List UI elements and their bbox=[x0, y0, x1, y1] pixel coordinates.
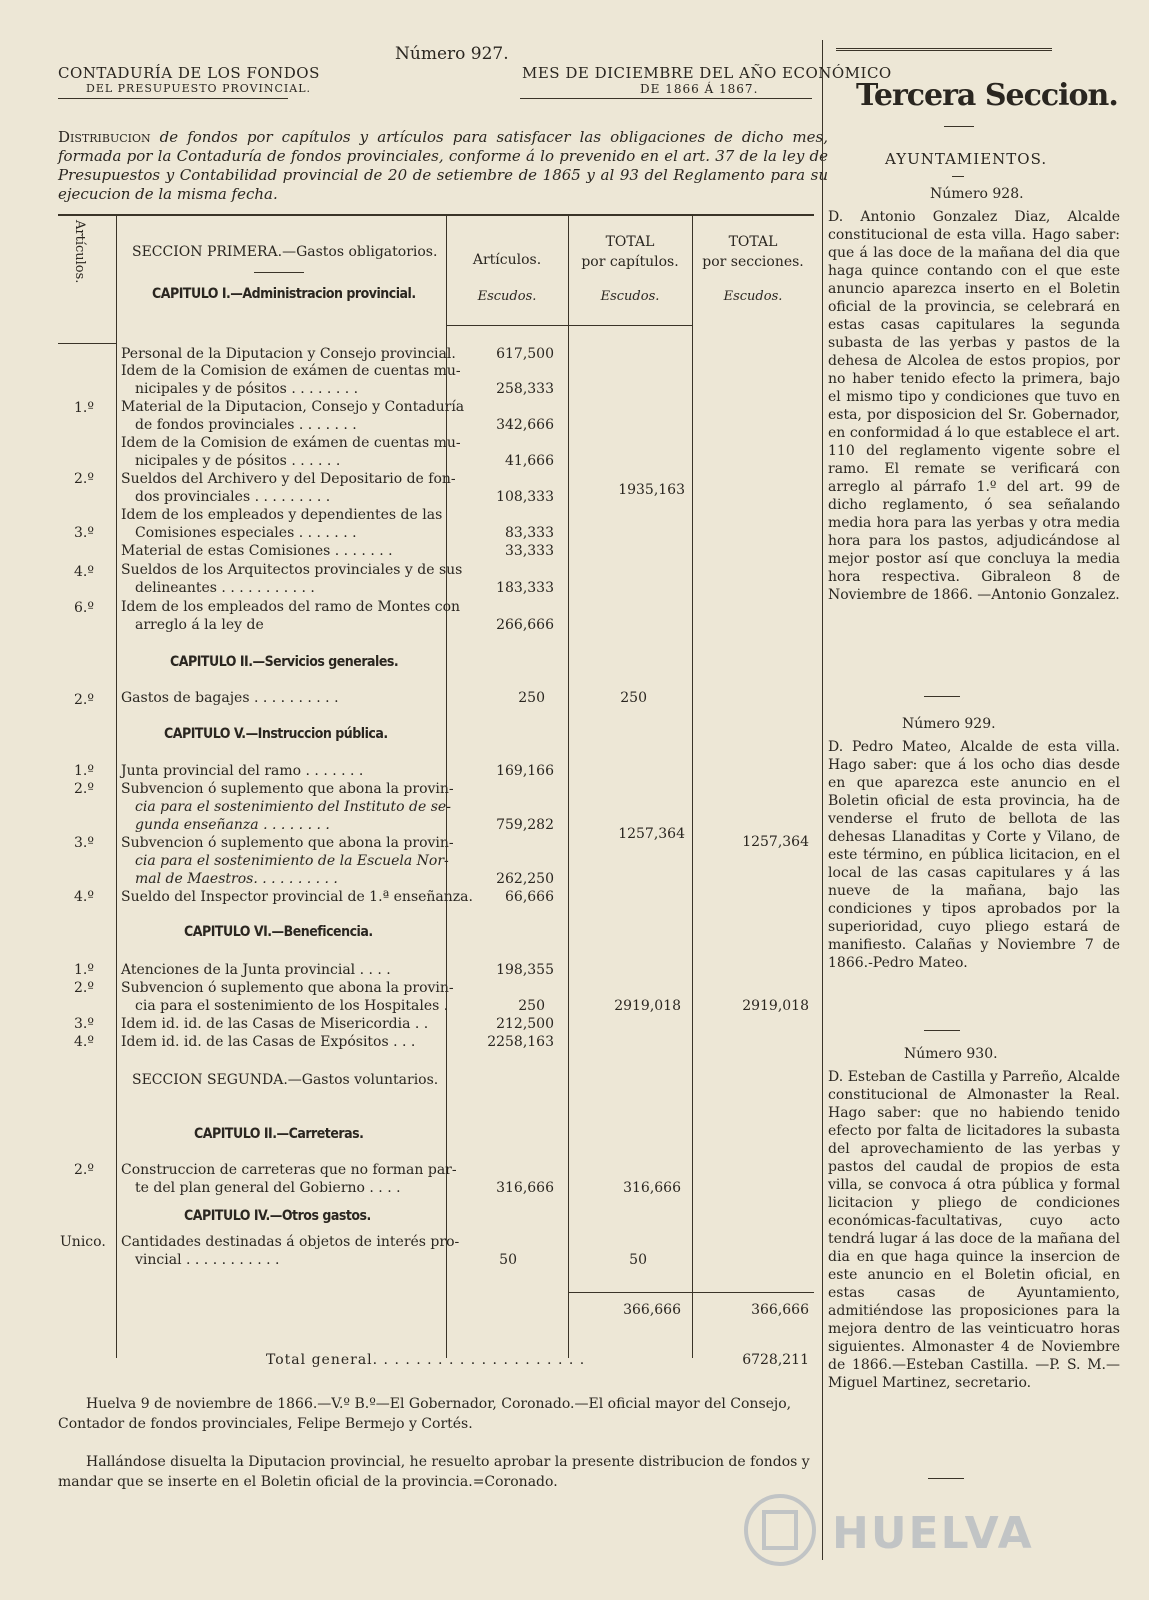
total-general-value: 6728,211 bbox=[742, 1352, 809, 1368]
table-row-text: Personal de la Diputacion y Consejo provincial. bbox=[121, 346, 456, 362]
articulos-vertical-label: Artículos. bbox=[72, 220, 87, 284]
footer-signature: Huelva 9 de noviembre de 1866.—V.º B.º—El Gobernador, Coronado.—El oficial mayor del Consejo, Contador de fondos provinciales, Felipe Bermejo y Cortés. bbox=[58, 1396, 792, 1432]
table-row-text: Idem de los empleados del ramo de Montes con bbox=[121, 599, 461, 615]
huelva-watermark bbox=[740, 1490, 1100, 1570]
tercera-seccion-title: Tercera Seccion. bbox=[856, 78, 1118, 113]
ornament-rule bbox=[952, 176, 964, 177]
numero-930: Número 930. bbox=[904, 1046, 998, 1062]
table-row-value: 83,333 bbox=[505, 525, 554, 541]
table-row-value: 50 bbox=[499, 1252, 517, 1268]
watermark-text: HUELVA bbox=[832, 1508, 1034, 1559]
escudos-header: Escudos. bbox=[477, 289, 537, 304]
table-row-value: 212,500 bbox=[496, 1016, 554, 1032]
table-row-value: 250 bbox=[518, 690, 545, 706]
table-row-text: arreglo á la ley de bbox=[135, 617, 264, 633]
capitulo-2b-heading: CAPITULO II.—Carreteras. bbox=[194, 1126, 364, 1142]
article-number: 2.º bbox=[74, 1162, 94, 1178]
table-row-text: Sueldo del Inspector provincial de 1.ª enseñanza. bbox=[121, 889, 473, 905]
article-number: 4.º bbox=[74, 564, 94, 580]
table-row-value: 41,666 bbox=[505, 453, 554, 469]
article-number: 1.º bbox=[74, 763, 94, 779]
table-row-text: te del plan general del Gobierno . . . . bbox=[135, 1180, 401, 1196]
header-left-subtitle: DEL PRESUPUESTO PROVINCIAL. bbox=[86, 82, 311, 95]
table-row-value: 198,355 bbox=[496, 962, 554, 978]
article-number: 3.º bbox=[74, 1016, 94, 1032]
articulos-header: Artículos. bbox=[472, 252, 542, 268]
header-right-subtitle: DE 1866 Á 1867. bbox=[640, 82, 759, 96]
table-row-value: 266,666 bbox=[496, 617, 554, 633]
capitulo-2-heading: CAPITULO II.—Servicios generales. bbox=[170, 654, 399, 670]
table-row-value: 2258,163 bbox=[487, 1034, 554, 1050]
capitulo-1-total: 1935,163 bbox=[618, 482, 685, 498]
article-number: 1.º bbox=[74, 962, 94, 978]
table-row-text: Idem de la Comision de exámen de cuentas mu- bbox=[121, 435, 461, 451]
table-row-text: gunda enseñanza . . . . . . . . bbox=[135, 817, 330, 833]
table-row-text: Gastos de bagajes . . . . . . . . . . bbox=[121, 690, 339, 706]
capitulo-2b-total: 316,666 bbox=[623, 1180, 681, 1196]
seccion-segunda-heading: SECCION SEGUNDA.—Gastos voluntarios. bbox=[132, 1072, 439, 1088]
issue-number: Número 927. bbox=[395, 44, 509, 64]
ornament-rule bbox=[924, 696, 960, 697]
capitulo-5-total: 1257,364 bbox=[618, 826, 685, 842]
table-row-text: cia para el sostenimiento de los Hospitales . bbox=[135, 998, 449, 1014]
table-row-text: Idem id. id. de las Casas de Expósitos . . . bbox=[121, 1034, 416, 1050]
total-general-label: Total general. . . . . . . . . . . . . . . . . . . . bbox=[266, 1352, 586, 1368]
table-row-text: de fondos provinciales . . . . . . . bbox=[135, 417, 357, 433]
numero-928: Número 928. bbox=[930, 186, 1024, 202]
article-number: 2.º bbox=[74, 781, 94, 797]
ornament-rule bbox=[924, 1030, 960, 1031]
capitulo-1-heading: CAPITULO I.—Administracion provincial. bbox=[152, 286, 416, 302]
table-row-text: Subvencion ó suplemento que abona la provin- bbox=[121, 835, 454, 851]
table-row-text: Junta provincial del ramo . . . . . . . bbox=[121, 763, 364, 779]
table-header-rule bbox=[58, 343, 116, 344]
article-number: 1.º bbox=[74, 400, 94, 416]
capitulo-5-heading: CAPITULO V.—Instruccion pública. bbox=[164, 726, 388, 742]
ornament-rule bbox=[928, 1478, 964, 1479]
table-row-text: nicipales y de pósitos . . . . . . . . bbox=[135, 381, 359, 397]
table-row-text: nicipales y de pósitos . . . . . . bbox=[135, 453, 341, 469]
table-row-value: 759,282 bbox=[496, 817, 554, 833]
table-row-text: Idem id. id. de las Casas de Misericordia . . bbox=[121, 1016, 429, 1032]
total-secciones-sub: por secciones. bbox=[702, 254, 804, 270]
seccion-2-total: 366,666 bbox=[751, 1302, 809, 1318]
column-divider bbox=[822, 40, 823, 1560]
article-number: 4.º bbox=[74, 889, 94, 905]
table-col-divider bbox=[692, 214, 693, 1358]
right-top-rule bbox=[836, 48, 1052, 51]
capitulo-4-heading: CAPITULO IV.—Otros gastos. bbox=[184, 1208, 371, 1224]
article-number: 4.º bbox=[74, 1034, 94, 1050]
anuncio-928: D. Antonio Gonzalez Diaz, Alcalde constitucional de esta villa. Hago saber: que á las doce de la mañana del dia que haga quince contando con el que este anuncio aparezca inserto en el Boletin oficial de la provincia, se celebrará en estas casas capitulares la segunda subasta de las yerbas y pastos de la dehesa de Alcolea de estos propios, por no haber tenido efecto la primera, bajo el mismo tipo y condiciones que tuvo en esta, por disposicion del Sr. Gobernador, en conformidad á lo que establece el art. 110 del reglamento vigente sobre el ramo. El remate se verificará con arreglo al párrafo 1.º del art. 99 de dicho reglamento, ó sea señalando media hora para las yerbas y otra media hora para los pastos, adjudicándose al mejor postor así que concluya la media hora respectiva. Gibraleon 8 de Noviembre de 1866. —Antonio Gonzalez. bbox=[828, 209, 1120, 603]
table-row-text: Atenciones de la Junta provincial . . . . bbox=[121, 962, 391, 978]
table-col-divider bbox=[116, 214, 117, 1358]
numero-929: Número 929. bbox=[902, 716, 996, 732]
table-row-text: Subvencion ó suplemento que abona la provin- bbox=[121, 980, 454, 996]
table-row-text: cia para el sostenimiento de la Escuela Nor- bbox=[135, 853, 449, 869]
table-row-text: Material de la Diputacion, Consejo y Contaduría bbox=[121, 399, 465, 415]
table-top-rule bbox=[58, 214, 814, 216]
table-row-text: delineantes . . . . . . . . . . . bbox=[135, 580, 315, 596]
capitulo-6-total: 2919,018 bbox=[614, 998, 681, 1014]
table-row-value: 108,333 bbox=[496, 489, 554, 505]
table-row-value: 342,666 bbox=[496, 417, 554, 433]
article-number: 2.º bbox=[74, 980, 94, 996]
article-number: 2.º bbox=[74, 692, 94, 708]
table-row-value: 169,166 bbox=[496, 763, 554, 779]
seccion-primera-heading: SECCION PRIMERA.—Gastos obligatorios. bbox=[132, 244, 438, 260]
header-right-title: MES DE DICIEMBRE DEL AÑO ECONÓMICO bbox=[522, 64, 892, 82]
table-row-value: 183,333 bbox=[496, 580, 554, 596]
intro-text: de fondos por capítulos y artículos para satisfacer las obligaciones de dicho mes, formada por la Contaduría de fondos provinciales, conforme á lo prevenido en el art. 37 de la ley de Presupuestos y Contabilidad provincial de 20 de setiembre de 1865 y al 93 del Reglamento para su ejecucion de la misma fecha. bbox=[58, 128, 828, 203]
seccion-total: 1257,364 bbox=[742, 834, 809, 850]
subtotal-rule bbox=[568, 1292, 814, 1293]
table-row-text: cia para el sostenimiento del Instituto de se- bbox=[135, 799, 451, 815]
table-row-value: 66,666 bbox=[505, 889, 554, 905]
table-row-text: Cantidades destinadas á objetos de interés pro- bbox=[121, 1234, 460, 1250]
seccion-2-capitulos-total: 366,666 bbox=[623, 1302, 681, 1318]
table-row-value: 258,333 bbox=[496, 381, 554, 397]
capitulo-6-heading: CAPITULO VI.—Beneficencia. bbox=[184, 924, 373, 940]
header-left-title: CONTADURÍA DE LOS FONDOS bbox=[58, 64, 320, 82]
table-row-text: dos provinciales . . . . . . . . . bbox=[135, 489, 331, 505]
article-number: 2.º bbox=[74, 471, 94, 487]
footer-approval: Hallándose disuelta la Diputacion provincial, he resuelto aprobar la presente distribucion de fondos y mandar que se inserte en el Boletin oficial de la provincia.=Coronado. bbox=[58, 1454, 810, 1490]
table-row-value: 316,666 bbox=[496, 1180, 554, 1196]
table-row-text: Construccion de carreteras que no forman par- bbox=[121, 1162, 457, 1178]
ayuntamientos-heading: AYUNTAMIENTOS. bbox=[885, 150, 1048, 168]
table-row-text: vincial . . . . . . . . . . . bbox=[135, 1252, 280, 1268]
table-row-value: 250 bbox=[518, 998, 545, 1014]
capitulo-4-total: 50 bbox=[629, 1252, 647, 1268]
table-row-text: Sueldos del Archivero y del Depositario de fon- bbox=[121, 471, 456, 487]
capitulo-2-total: 250 bbox=[620, 690, 647, 706]
table-row-text: Idem de la Comision de exámen de cuentas mu- bbox=[121, 363, 461, 379]
article-number: 6.º bbox=[74, 600, 94, 616]
total-secciones-header: TOTAL bbox=[728, 234, 778, 250]
total-capitulos-header: TOTAL bbox=[605, 234, 655, 250]
table-row-value: 617,500 bbox=[496, 346, 554, 362]
anuncio-929: D. Pedro Mateo, Alcalde de esta villa. Hago saber: que á los ocho dias desde en que aparezca este anuncio en el Boletin oficial de esta provincia, ha de venderse el fruto de bellota de las dehesas Llanaditas y Corte y Vilano, de este término, en pública licitacion, en el local de las casas capitulares y á las nueve de la mañana, bajo las condiciones y tipos aprobados por la superioridad, cuyo pliego estará de manifiesto. Calañas y Noviembre 7 de 1866.-Pedro Mateo. bbox=[828, 739, 1120, 971]
table-row-text: Idem de los empleados y dependientes de las bbox=[121, 507, 443, 523]
escudos-header: Escudos. bbox=[600, 289, 660, 304]
article-number: 3.º bbox=[74, 525, 94, 541]
header-rule bbox=[58, 98, 288, 99]
ornament-rule bbox=[944, 126, 974, 127]
intro-lead: Distribucion bbox=[58, 128, 151, 146]
intro-paragraph bbox=[58, 128, 828, 204]
table-row-text: Comisiones especiales . . . . . . . bbox=[135, 525, 357, 541]
escudos-header: Escudos. bbox=[723, 289, 783, 304]
table-row-text: Material de estas Comisiones . . . . . . . bbox=[121, 543, 393, 559]
table-col-divider bbox=[568, 214, 569, 1358]
header-rule bbox=[520, 98, 812, 99]
anuncio-930: D. Esteban de Castilla y Parreño, Alcalde constitucional de Almonaster la Real. Hago saber: que no habiendo tenido efecto por falta de licitadores la subasta del aprovechamiento de las yerbas y pastos del caudal de propios de esta villa, se convoca á otra pública y formal licitacion y pliego de condiciones económicas-facultativas, cuyo acto tendrá lugar á las doce de la mañana del dia en que haga quince la insercion de este anuncio en el Boletin oficial, en estas casas de Ayuntamiento, admitiéndose las proposiciones para la mejora dentro de las veinticuatro horas siguientes. Almonaster 4 de Noviembre de 1866.—Esteban Castilla. —P. S. M.—Miguel Martinez, secretario. bbox=[828, 1069, 1120, 1391]
article-number: Unico. bbox=[60, 1234, 106, 1250]
total-capitulos-sub: por capítulos. bbox=[581, 254, 679, 270]
table-header-rule bbox=[446, 325, 692, 326]
table-row-text: mal de Maestros. . . . . . . . . . bbox=[135, 871, 338, 887]
table-row-text: Subvencion ó suplemento que abona la provin- bbox=[121, 781, 454, 797]
table-row-value: 262,250 bbox=[496, 871, 554, 887]
table-row-value: 33,333 bbox=[505, 543, 554, 559]
article-number: 3.º bbox=[74, 835, 94, 851]
seccion-total: 2919,018 bbox=[742, 998, 809, 1014]
table-row-text: Sueldos de los Arquitectos provinciales y de sus bbox=[121, 562, 463, 578]
small-rule bbox=[254, 272, 304, 273]
